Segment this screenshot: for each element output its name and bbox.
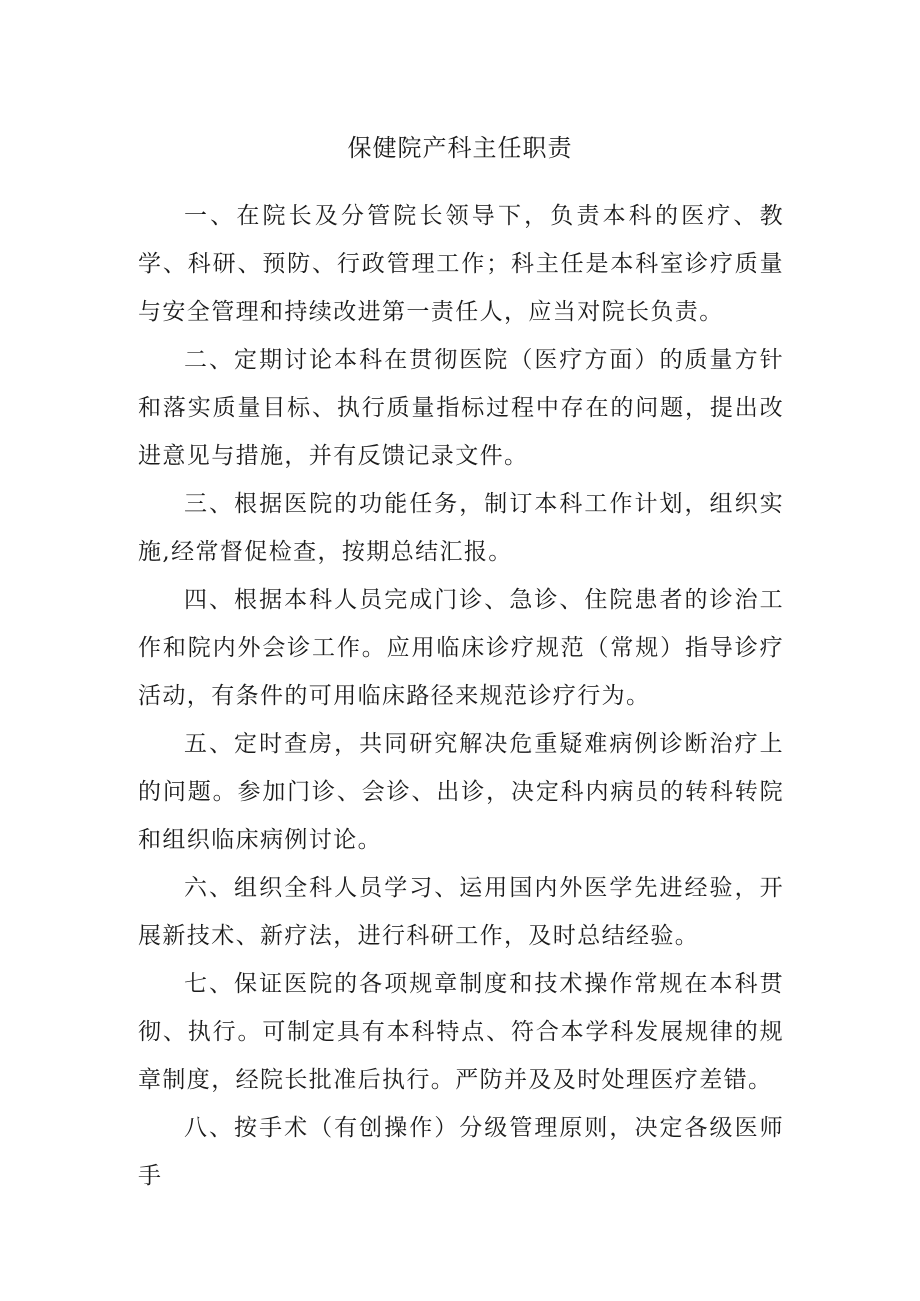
paragraph-5: 五、定时查房，共同研究解决危重疑难病例诊断治疗上的问题。参加门诊、会诊、出诊，决定科内病员的转科转院和组织临床病例讨论。 <box>138 731 784 853</box>
paragraph-1: 一、在院长及分管院长领导下，负责本科的医疗、教学、科研、预防、行政管理工作；科主任是本科室诊疗质量与安全管理和持续改进第一责任人，应当对院长负责。 <box>138 203 784 325</box>
document-body <box>138 192 784 1200</box>
paragraph-6: 六、组织全科人员学习、运用国内外医学先进经验，开展新技术、新疗法，进行科研工作，及时总结经验。 <box>138 875 784 949</box>
paragraph-4: 四、根据本科人员完成门诊、急诊、住院患者的诊治工作和院内外会诊工作。应用临床诊疗规范（常规）指导诊疗活动，有条件的可用临床路径来规范诊疗行为。 <box>138 587 784 709</box>
paragraph-2: 二、定期讨论本科在贯彻医院（医疗方面）的质量方针和落实质量目标、执行质量指标过程中存在的问题，提出改进意见与措施，并有反馈记录文件。 <box>138 347 784 469</box>
paragraph-3: 三、根据医院的功能任务，制订本科工作计划，组织实施,经常督促检查，按期总结汇报。 <box>138 491 784 565</box>
document-title: 保健院产科主任职责 <box>347 134 573 162</box>
paragraph-8: 八、按手术（有创操作）分级管理原则，决定各级医师手 <box>138 1115 784 1189</box>
paragraph-7: 七、保证医院的各项规章制度和技术操作常规在本科贯彻、执行。可制定具有本科特点、符合本学科发展规律的规章制度，经院长批准后执行。严防并及及时处理医疗差错。 <box>138 971 784 1093</box>
